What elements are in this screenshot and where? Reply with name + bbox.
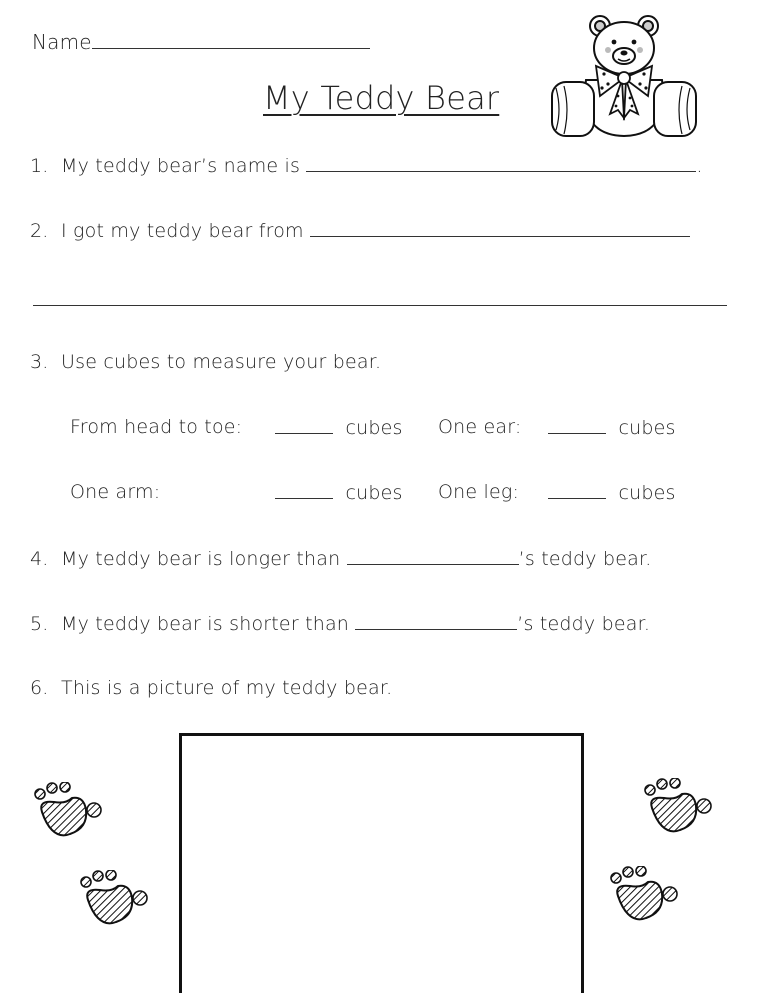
question-4-number: 4. (30, 548, 49, 570)
drawing-area[interactable] (179, 733, 584, 993)
one-arm-unit: cubes (345, 482, 403, 504)
one-leg-blank[interactable] (548, 480, 606, 499)
page-title: My Teddy Bear (263, 79, 500, 117)
measure-one-leg-label: One leg: (438, 481, 520, 503)
teddy-bear-icon (548, 10, 700, 138)
paw-print-icon (642, 778, 718, 838)
question-4-text: My teddy bear is longer than (61, 548, 341, 570)
paw-print-icon (78, 870, 154, 930)
paw-print-icon (32, 782, 108, 842)
question-2-text: I got my teddy bear from (61, 220, 304, 242)
question-4 (30, 546, 651, 571)
shorter-than-blank[interactable] (355, 611, 517, 630)
measure-one-ear (548, 415, 676, 440)
bear-origin-continuation-line[interactable] (33, 305, 727, 306)
question-6-number: 6. (30, 677, 49, 699)
one-leg-unit: cubes (618, 482, 676, 504)
bear-origin-blank[interactable] (310, 218, 690, 237)
question-1-number: 1. (30, 155, 49, 177)
question-6-text: This is a picture of my teddy bear. (61, 677, 393, 699)
name-blank[interactable] (92, 30, 370, 49)
question-6 (30, 676, 392, 700)
measure-one-leg (548, 480, 676, 505)
longer-than-blank[interactable] (347, 546, 519, 565)
question-5-text: My teddy bear is shorter than (61, 613, 350, 635)
measure-one-ear-label: One ear: (438, 416, 522, 438)
measure-one-arm-label: One arm: (70, 481, 161, 503)
question-3-text: Use cubes to measure your bear. (61, 351, 382, 373)
question-5 (30, 611, 650, 636)
question-5-suffix: ’s teddy bear. (517, 613, 651, 635)
head-to-toe-unit: cubes (345, 417, 403, 439)
measure-one-arm (275, 480, 403, 505)
question-1 (30, 153, 703, 178)
name-label: Name (32, 30, 92, 54)
question-2 (30, 218, 690, 243)
one-ear-blank[interactable] (548, 415, 606, 434)
bear-name-blank[interactable] (306, 153, 696, 172)
one-ear-unit: cubes (618, 417, 676, 439)
question-2-number: 2. (30, 220, 49, 242)
measure-head-to-toe-label: From head to toe: (70, 416, 243, 438)
name-field[interactable] (32, 30, 370, 54)
question-4-suffix: ’s teddy bear. (518, 548, 652, 570)
one-arm-blank[interactable] (275, 480, 333, 499)
head-to-toe-blank[interactable] (275, 415, 333, 434)
question-3-number: 3. (30, 351, 49, 373)
paw-print-icon (608, 866, 684, 926)
question-1-text: My teddy bear’s name is (61, 155, 301, 177)
question-5-number: 5. (30, 613, 49, 635)
question-3 (30, 350, 381, 374)
measure-head-to-toe (275, 415, 403, 440)
question-1-period: . (696, 155, 703, 177)
